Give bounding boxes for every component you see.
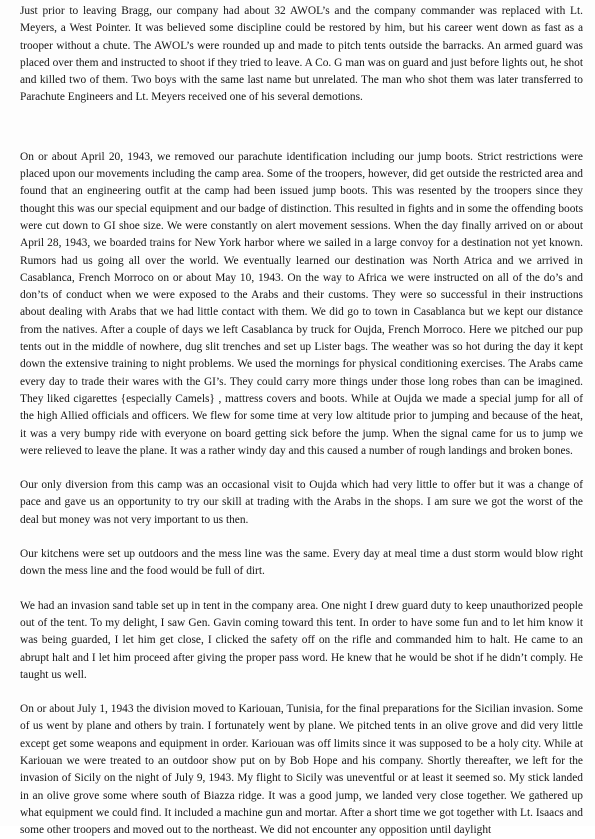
document-body: [20, 3, 583, 839]
paragraph-awol: Just prior to leaving Bragg, our company had about 32 AWOL’s and the company commander was replaced with Lt. Meyers, a West Pointer. It was believed some discipline could be restored by him, but his career went down as fast as a trooper without a chute. The AWOL’s were rounded up and made to pitch tents outside the barracks. An armed guard was placed over them and instructed to shoot if they tried to leave. A Co. G man was on guard and just before lights out, he shot and killed two of them. Two boys with the same last name but unrelated. The man who shot them was later transferred to Parachute Engineers and Lt. Meyers received one of his several demotions.: [20, 5, 583, 104]
paragraph-kariouan-sicily: On or about July 1, 1943 the division moved to Kariouan, Tunisia, for the final preparations for the Sicilian invasion. Some of us went by plane and others by train. I fortunately went by plane. We pitched tents in an olive grove and did very little except get some weapons and equipment in order. Kariouan was off limits since it was supposed to be a holy city. While at Kariouan we were treated to an outdoor show put on by Bob Hope and his company. Shortly thereafter, we left for the invasion of Sicily on the night of July 9, 1943. My flight to Sicily was uneventful or at least it seemed so. My stick landed in an olive grove some where south of Biazza ridge. It was a good jump, we landed very close together. We gathered up what equipment we could find. It included a machine gun and mortar. After a short time we got together with Lt. Isaacs and some other troopers and moved out to the northeast. We did not encounter any opposition until daylight: [20, 703, 583, 837]
paragraph-spacer: [20, 460, 583, 477]
paragraph-spacer: [20, 684, 583, 701]
paragraph-spacer: [20, 107, 583, 149]
paragraph-departure-africa: On or about April 20, 1943, we removed our parachute identification including our jump boots. Strict restrictions were placed upon our movements including the camp area. Some of the troopers, however, did get outside the restricted area and found that an engineering outfit at the camp had been issued jump boots. This was resented by the troopers since they thought this was our special equipment and our badge of distinction. This resulted in fights and in some the offending boots were cut down to GI shoe size. We were constantly on alert movement sessions. When the day finally arrived on or about April 28, 1943, we boarded trains for New York harbor where we sailed in a large convoy for a destination not yet known. Rumors had us going all over the world. We eventually learned our destination was North Atrica and we arrived in Casablanca, French Morroco on or about May 10, 1943. On the way to Africa we were instructed on all of the do’s and don’ts of conduct when we were exposed to the Arabs and their customs. They were so successful in their instructions about dealing with Arabs that we had little contact with them. We did go to town in Casablanca but we kept our distance from the natives. After a couple of days we left Casablanca by truck for Oujda, French Morroco. Here we pitched our pup tents out in the middle of nowhere, dug slit trenches and set up Lister bags. The weather was so hot during the day it kept down the extensive training to night problems. We used the mornings for physical conditioning exercises. The Arabs came every day to trade their wares with the GI’s. They could carry more things under those long robes than can be imagined. They liked cigarettes {especially Camels} , mattress covers and boots. While at Oujda we made a special jump for all of the high Allied officials and officers. We flew for some time at very low altitude prior to jumping and because of the heat, it was a very bumpy ride with everyone on board getting sick before the jump. When the signal came for us to jump we were relieved to leave the plane. It was a rather windy day and this caused a number of rough landings and broken bones.: [20, 150, 584, 457]
paragraph-kitchens: Our kitchens were set up outdoors and the mess line was the same. Every day at meal time a dust storm would blow right down the mess line and the food would be full of dirt.: [20, 548, 583, 578]
paragraph-oujda-diversion: Our only diversion from this camp was an occasional visit to Oujda which had very little to offer but it was a change of pace and gave us an opportunity to try our skill at trading with the Arabs in the shops. I am sure we got the worst of the deal but money was not very important to us then.: [20, 479, 583, 526]
paragraph-sand-table: We had an invasion sand table set up in tent in the company area. One night I drew guard duty to keep unauthorized people out of the tent. To my delight, I saw Gen. Gavin coming toward this tent. In order to have some fun and to let him know it was being guarded, I let him get close, I clicked the safety off on the rifle and commanded him to halt. He came to an abrupt halt and I let him proceed after giving the proper pass word. He knew that he would be shot if he didn’t comply. He taught us well.: [20, 599, 583, 681]
paragraph-spacer: [20, 581, 583, 598]
paragraph-spacer: [20, 529, 583, 546]
